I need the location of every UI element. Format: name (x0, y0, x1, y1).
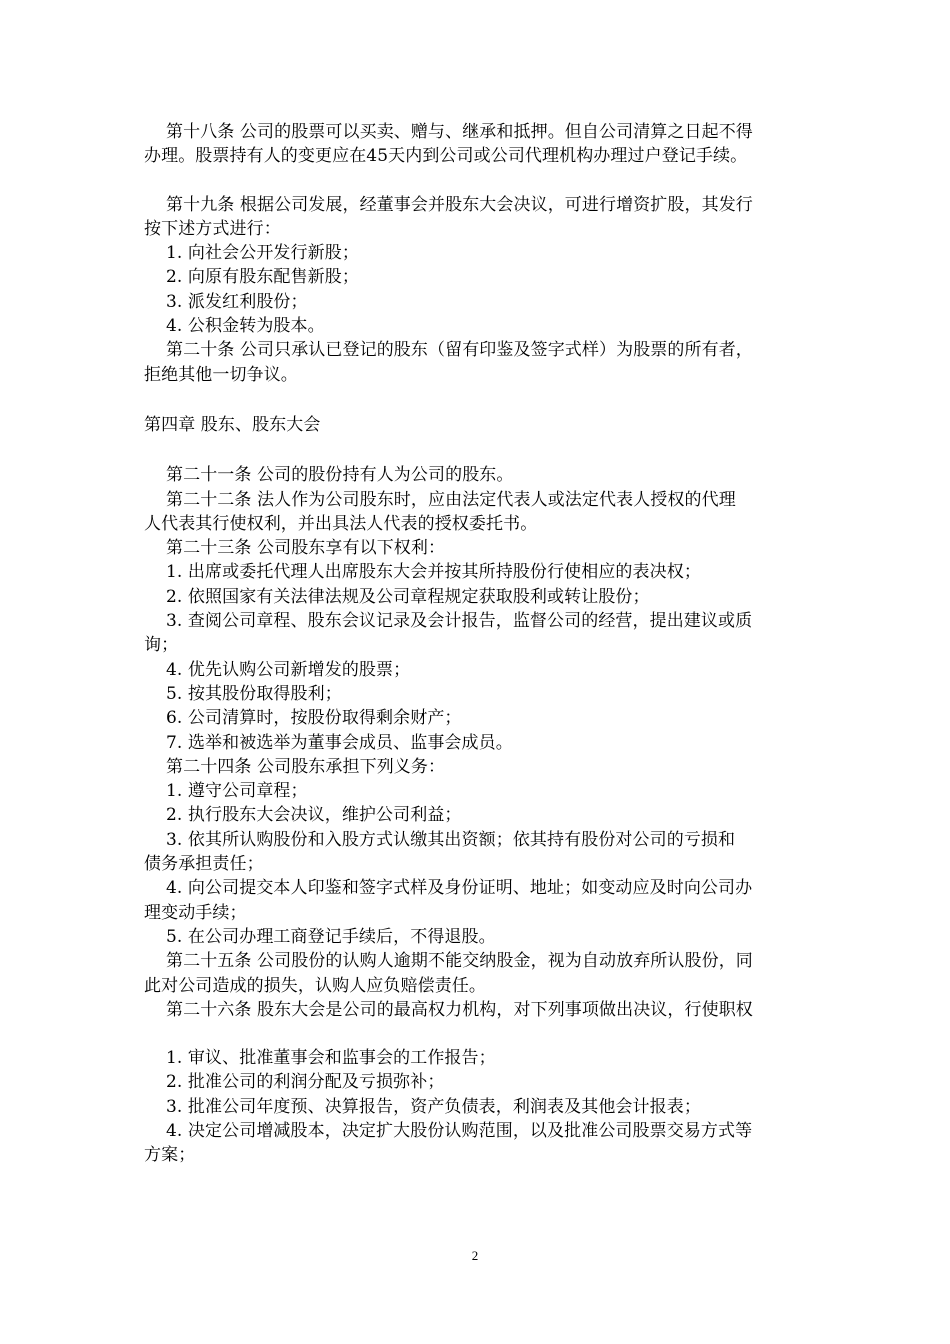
article-23-item-3-cont: 询； (144, 635, 179, 656)
article-19-line-1: 第十九条 根据公司发展，经董事会并股东大会决议，可进行增资扩股，其发行 (166, 194, 753, 215)
article-22-line-1: 第二十二条 法人作为公司股东时，应由法定代表人或法定代表人授权的代理 (166, 489, 736, 510)
article-19-item-1: 1. 向社会公开发行新股； (166, 243, 359, 264)
article-23-item-5: 5. 按其股份取得股利； (166, 683, 342, 704)
article-22-line-2: 人代表其行使权利，并出具法人代表的授权委托书。 (144, 513, 538, 534)
article-26-heading: 第二十六条 股东大会是公司的最高权力机构，对下列事项做出决议，行使职权 (166, 999, 753, 1020)
article-23-item-4: 4. 优先认购公司新增发的股票； (166, 659, 411, 680)
article-18-line-2: 办理。股票持有人的变更应在45天内到公司或公司代理机构办理过户登记手续。 (144, 146, 748, 167)
article-24-item-2: 2. 执行股东大会决议，维护公司利益； (166, 805, 462, 826)
article-23-item-2: 2. 依照国家有关法律法规及公司章程规定获取股利或转让股份； (166, 586, 650, 607)
document-body (144, 120, 810, 1168)
article-26-item-4-cont: 方案； (144, 1145, 196, 1166)
article-24-item-5: 5. 在公司办理工商登记手续后，不得退股。 (166, 926, 496, 947)
article-19-item-4: 4. 公积金转为股本。 (166, 316, 325, 337)
article-24-item-4: 4. 向公司提交本人印鉴和签字式样及身份证明、地址；如变动应及时向公司办 (166, 878, 753, 899)
chapter-heading: 第四章 股东、股东大会 (144, 414, 321, 435)
article-19-line-2: 按下述方式进行： (144, 218, 281, 239)
article-20-line-1: 第二十条 公司只承认已登记的股东（留有印鉴及签字式样）为股票的所有者， (166, 340, 753, 361)
article-21: 第二十一条 公司的股份持有人为公司的股东。 (166, 465, 514, 486)
article-26-item-1: 1. 审议、批准董事会和监事会的工作报告； (166, 1048, 496, 1069)
article-18-line-1: 第十八条 公司的股票可以买卖、赠与、继承和抵押。但自公司清算之日起不得 (166, 122, 753, 142)
article-25-line-1: 第二十五条 公司股份的认购人逾期不能交纳股金，视为自动放弃所认股份，同 (166, 951, 753, 972)
article-24-item-3: 3. 依其所认购股份和入股方式认缴其出资额；依其持有股份对公司的亏损和 (166, 829, 736, 850)
paragraph-gap (144, 169, 810, 193)
article-19-item-3: 3. 派发红利股份； (166, 291, 308, 312)
paragraph-gap (144, 387, 810, 411)
article-24-item-4-cont: 理变动手续； (144, 902, 247, 923)
article-26-item-3: 3. 批准公司年度预、决算报告，资产负债表，利润表及其他会计报表； (166, 1096, 701, 1117)
article-24-item-1: 1. 遵守公司章程； (166, 781, 308, 802)
article-23-heading: 第二十三条 公司股东享有以下权利： (166, 538, 446, 559)
page-number: 2 (471, 1248, 479, 1263)
paragraph-gap (144, 1022, 810, 1046)
article-23-item-3: 3. 查阅公司章程、股东会议记录及会计报告，监督公司的经营，提出建议或质 (166, 611, 753, 632)
article-26-item-2: 2. 批准公司的利润分配及亏损弥补； (166, 1072, 445, 1093)
article-25-line-2: 此对公司造成的损失，认购人应负赔偿责任。 (144, 975, 486, 996)
article-23-item-1: 1. 出席或委托代理人出席股东大会并按其所持股份行使相应的表决权； (166, 562, 701, 583)
article-26-item-4: 4. 决定公司增减股本，决定扩大股份认购范围，以及批准公司股票交易方式等 (166, 1120, 753, 1141)
article-24-heading: 第二十四条 公司股东承担下列义务： (166, 756, 446, 777)
article-19-item-2: 2. 向原有股东配售新股； (166, 267, 359, 288)
article-20-line-2: 拒绝其他一切争议。 (144, 364, 298, 385)
article-23-item-7: 7. 选举和被选举为董事会成员、监事会成员。 (166, 732, 513, 753)
article-24-item-3-cont: 债务承担责任； (144, 854, 264, 875)
paragraph-gap (144, 439, 810, 463)
article-23-item-6: 6. 公司清算时，按股份取得剩余财产； (166, 708, 462, 729)
